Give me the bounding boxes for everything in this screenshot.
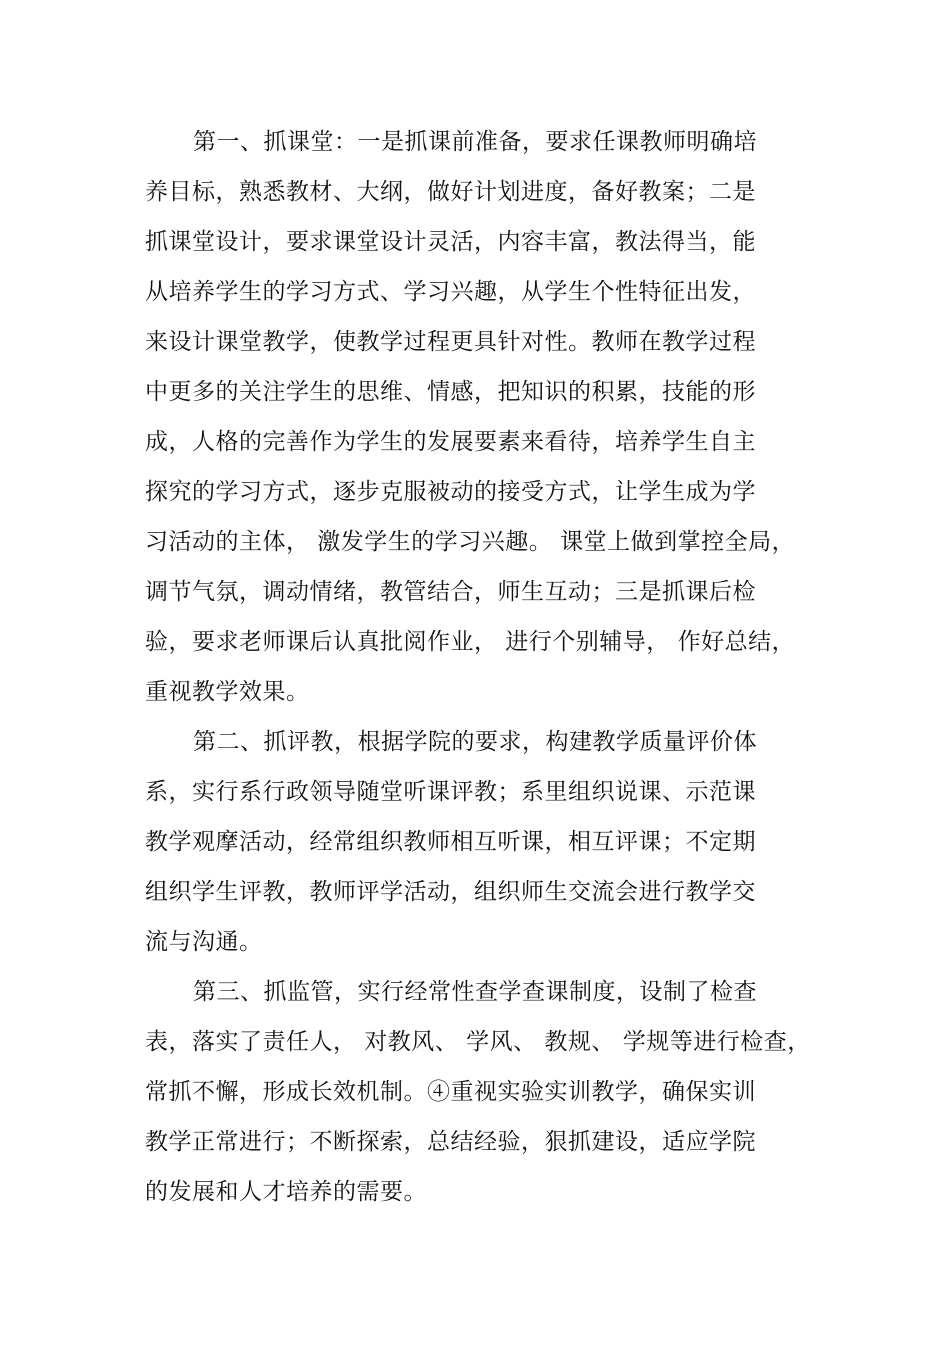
paragraph-1-line-5: 来设计课堂教学，使教学过程更具针对性。教师在教学过程: [145, 329, 756, 355]
paragraph-1-line-8: 探究的学习方式，逐步克服被动的接受方式，让学生成为学: [145, 479, 756, 505]
paragraph-1-line-2: 养目标，熟悉教材、大纲，做好计划进度，备好教案；二是: [145, 179, 756, 205]
paragraph-2-line-2: 系，实行系行政领导随堂听课评教；系里组织说课、示范课: [145, 779, 756, 805]
paragraph-1-line-6: 中更多的关注学生的思维、情感，把知识的积累，技能的形: [145, 379, 756, 405]
paragraph-3-line-1: 第三、抓监管，实行经常性查学查课制度，设制了检查: [193, 979, 757, 1005]
paragraph-1-line-10: 调节气氛，调动情绪，教管结合，师生互动；三是抓课后检: [145, 579, 756, 605]
paragraph-2-line-3: 教学观摩活动，经常组织教师相互听课，相互评课；不定期: [145, 829, 756, 855]
paragraph-3-line-5: 的发展和人才培养的需要。: [145, 1179, 427, 1205]
paragraph-1-line-3: 抓课堂设计，要求课堂设计灵活，内容丰富，教法得当，能: [145, 229, 756, 255]
paragraph-1-line-4: 从培养学生的学习方式、学习兴趣，从学生个性特征出发，: [145, 279, 756, 305]
paragraph-1-line-11: 验，要求老师课后认真批阅作业， 进行个别辅导， 作好总结，: [145, 629, 796, 655]
paragraph-3-line-4: 教学正常进行；不断探索，总结经验，狠抓建设，适应学院: [145, 1129, 756, 1155]
paragraph-1-line-12: 重视教学效果。: [145, 679, 310, 705]
paragraph-1-line-7: 成，人格的完善作为学生的发展要素来看待，培养学生自主: [145, 429, 756, 455]
paragraph-1-line-9: 习活动的主体， 激发学生的学习兴趣。 课堂上做到掌控全局，: [145, 529, 796, 555]
paragraph-3-line-3: 常抓不懈，形成长效机制。④重视实验实训教学，确保实训: [145, 1079, 756, 1105]
paragraph-3-line-2: 表，落实了责任人， 对教风、 学风、 教规、 学规等进行检查，: [145, 1029, 811, 1055]
paragraph-2-line-5: 流与沟通。: [145, 929, 263, 955]
paragraph-2-line-4: 组织学生评教，教师评学活动，组织师生交流会进行教学交: [145, 879, 756, 905]
paragraph-1-line-1: 第一、抓课堂：一是抓课前准备，要求任课教师明确培: [193, 129, 757, 155]
paragraph-2-line-1: 第二、抓评教，根据学院的要求，构建教学质量评价体: [193, 729, 757, 755]
